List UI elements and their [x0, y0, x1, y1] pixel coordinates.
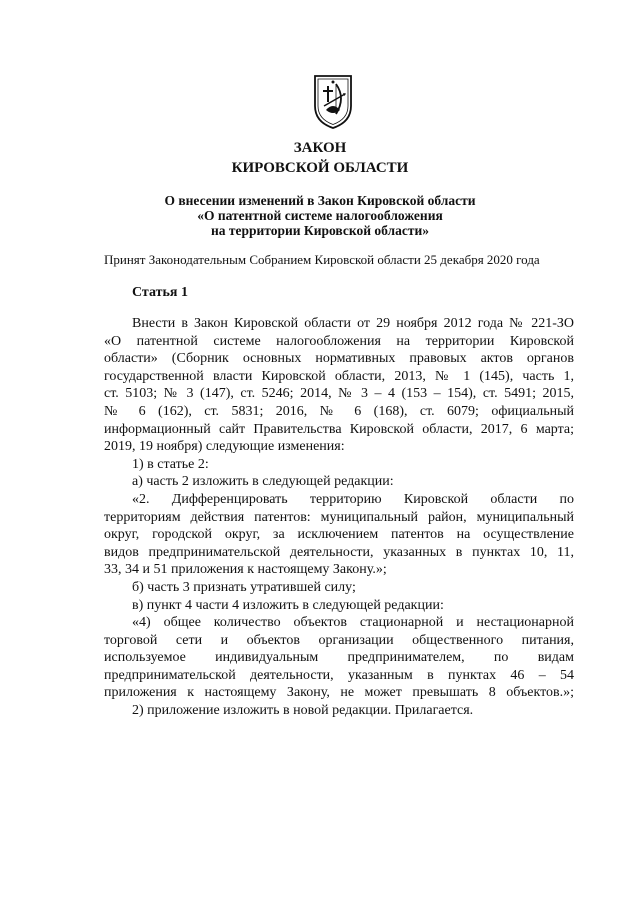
body-line: области» (Сборник основных нормативных правовых актов органов: [104, 351, 574, 367]
body-line: приложения к настоящему Закону, не может превышать 8 объектов.»;: [104, 685, 574, 701]
subtitle-line: «О патентной системе налогообложения: [197, 208, 443, 223]
body-line: информационный сайт Правительства Кировской области, 2017, 6 марта;: [104, 421, 574, 437]
body-line: Внести в Закон Кировской области от 29 ноября 2012 года № 221-ЗО: [132, 316, 574, 331]
body-line: видов предпринимательской деятельности, указанных в пунктах 10, 11,: [104, 544, 574, 560]
body-line: № 6 (162), ст. 5831; 2016, № 6 (168), ст. 6079; официальный: [104, 403, 574, 419]
body-line: «О патентной системе налогообложения на территории Кировской: [104, 333, 574, 349]
body-line: в) пункт 4 части 4 изложить в следующей редакции:: [132, 597, 444, 613]
body-line: предпринимательской деятельности, указанным в пунктах 46 – 54: [104, 667, 574, 683]
subtitle-line: О внесении изменений в Закон Кировской области: [164, 193, 476, 208]
body-line: 1) в статье 2:: [132, 456, 209, 472]
body-line: ст. 5103; № 3 (147), ст. 5246; 2014, № 3 – 4 (153 – 154), ст. 5491; 2015,: [104, 386, 574, 402]
body-line: государственной власти Кировской области, 2013, № 1 (145), часть 1,: [104, 368, 574, 384]
region-title: КИРОВСКОЙ ОБЛАСТИ: [231, 160, 409, 176]
body-line: «4) общее количество объектов стационарной и нестационарной: [132, 615, 574, 631]
body-line: б) часть 3 признать утратившей силу;: [132, 579, 356, 595]
body-line: 2019, 19 ноября) следующие изменения:: [104, 439, 345, 455]
article-body: [104, 315, 574, 720]
article-heading: Статья 1: [132, 285, 188, 300]
coat-of-arms-icon: [312, 72, 354, 130]
body-line: 33, 34 и 51 приложения к настоящему Закону.»;: [104, 562, 387, 578]
law-subtitle: [0, 193, 640, 238]
body-line: торговой сети и объектов организации общественного питания,: [104, 632, 574, 648]
body-line: «2. Дифференцировать территорию Кировской области по: [132, 491, 574, 507]
body-line: а) часть 2 изложить в следующей редакции:: [132, 474, 394, 490]
subtitle-line: на территории Кировской области»: [210, 223, 430, 238]
law-title: ЗАКОН: [293, 140, 347, 156]
body-line: 2) приложение изложить в новой редакции. Прилагается.: [132, 703, 474, 719]
body-line: используемое индивидуальным предпринимателем, по видам: [104, 650, 574, 666]
adoption-note: Принят Законодательным Собранием Кировской области 25 декабря 2020 года: [104, 252, 540, 267]
body-line: территориям действия патентов: муниципальный район, муниципальный: [104, 509, 574, 525]
body-line: округ, городской округ, за исключением патентов на осуществление: [104, 527, 574, 543]
